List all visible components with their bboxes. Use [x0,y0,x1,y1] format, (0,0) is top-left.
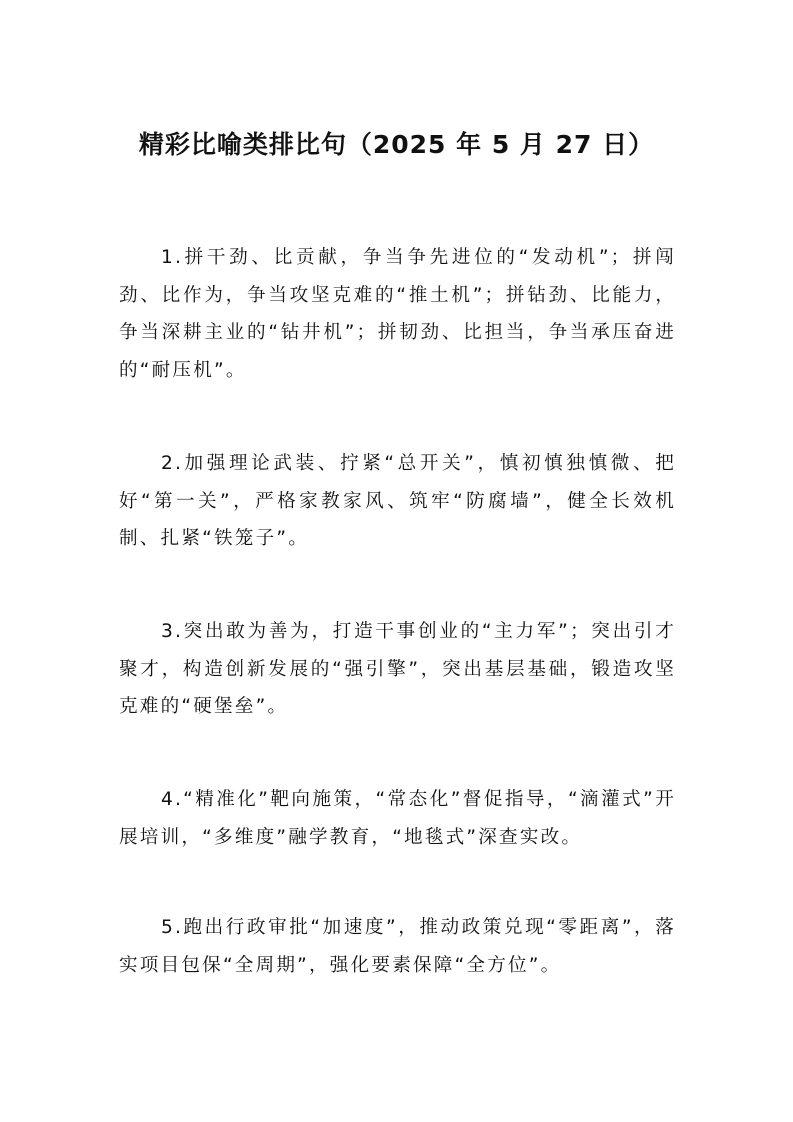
document-title: 精彩比喻类排比句（2025 年 5 月 27 日） [138,130,655,159]
paragraph-3: 3.突出敢为善为，打造干事创业的“主力军”；突出引才聚才，构造创新发展的“强引擎”，突出基层基础，锻造攻坚克难的“硬堡垒”。 [119,621,676,717]
paragraph-2: 2.加强理论武装、拧紧“总开关”，慎初慎独慎微、把好“第一关”，严格家教家风、筑牢“防腐墙”，健全长效机制、扎紧“铁笼子”。 [119,453,676,549]
paragraph-1: 1.拼干劲、比贡献，争当争先进位的“发动机”；拼闯劲、比作为，争当攻坚克难的“推土机”；拼钻劲、比能力，争当深耕主业的“钻井机”；拼韧劲、比担当，争当承压奋进的“耐压机”。 [119,247,676,381]
paragraph-5: 5.跑出行政审批“加速度”，推动政策兑现“零距离”，落实项目包保“全周期”，强化要素保障“全方位”。 [119,917,676,976]
paragraph-4: 4.“精准化”靶向施策，“常态化”督促指导，“滴灌式”开展培训，“多维度”融学教育，“地毯式”深查实改。 [119,789,676,848]
